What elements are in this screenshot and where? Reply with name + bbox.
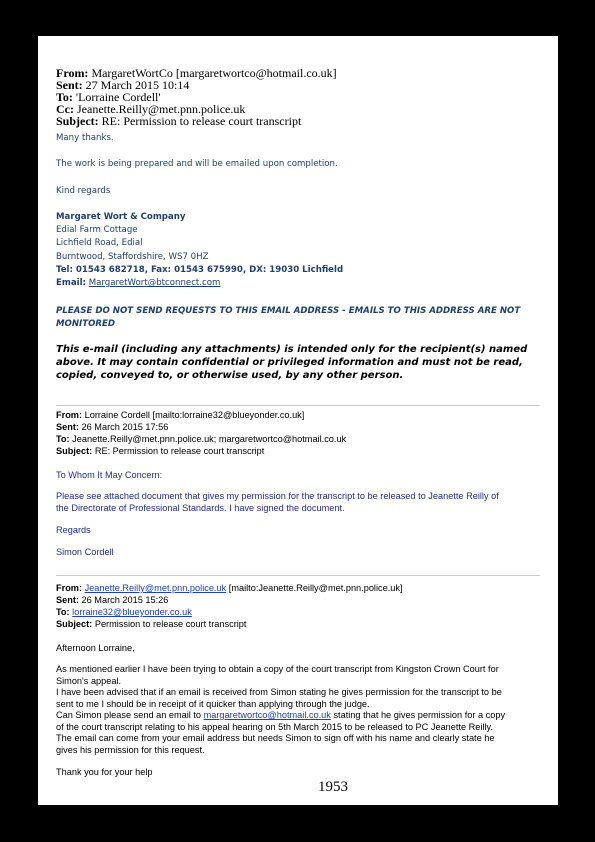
- email3-sent-label: Sent:: [56, 595, 79, 605]
- email2-to-label: To:: [56, 434, 70, 444]
- email2-subject-line: [56, 446, 264, 457]
- email3-p1-line1: As mentioned earlier I have been trying to obtain a copy of the court transcript from Kingston Crown Court for: [56, 664, 499, 674]
- separator-rule-2: [56, 575, 540, 576]
- disclaimer-line3: copied, conveyed to, or otherwise used, by any other person.: [56, 370, 404, 381]
- email1-body-line1: Many thanks.: [56, 133, 114, 143]
- signature-address2: Lichfield Road, Edial: [56, 238, 143, 248]
- email1-subject-value: RE: Permission to release court transcript: [101, 114, 302, 128]
- email3-to-link[interactable]: lorraine32@blueyonder.co.uk: [72, 607, 192, 617]
- email3-greeting: Afternoon Lorraine,: [56, 643, 135, 653]
- email3-subject-value: Permission to release court transcript: [94, 619, 247, 629]
- email3-from-label: From:: [56, 583, 83, 593]
- email3-subject-line: [56, 619, 246, 630]
- email2-closing: Regards: [56, 525, 91, 535]
- email2-sent-line: [56, 422, 168, 433]
- email1-to-value: 'Lorraine Cordell': [75, 90, 161, 104]
- email3-closing: Thank you for your help: [56, 767, 153, 777]
- email3-p3-line3: The email can come from your email address but needs Simon to sign off with his name and clearly state he: [56, 733, 495, 743]
- page-number: 1953: [318, 779, 348, 795]
- email1-cc-value: Jeanette.Reilly@met.pnn.police.uk: [77, 102, 246, 116]
- email1-sent-label: Sent:: [56, 78, 83, 92]
- email2-subject-label: Subject:: [56, 446, 93, 456]
- email1-subject-line: [56, 115, 301, 127]
- email3-from-link[interactable]: Jeanette.Reilly@met.pnn.police.uk: [84, 583, 227, 593]
- disclaimer-line2: above. It may contain confidential or privileged information and must not be read,: [56, 357, 523, 368]
- email2-subject-value: RE: Permission to release court transcript: [94, 446, 265, 456]
- email2-from-label: From:: [56, 410, 83, 420]
- email3-p3-pre: Can Simon please send an email to: [56, 710, 202, 720]
- email1-from-value: MargaretWortCo [margaretwortco@hotmail.co.uk]: [91, 66, 337, 80]
- email3-p2-line1: I have been advised that if an email is received from Simon stating he gives permission for the transcript to be: [56, 687, 502, 697]
- email2-from-line: [56, 410, 304, 421]
- email3-from-mailto: [mailto:Jeanette.Reilly@met.pnn.police.uk]: [228, 583, 403, 593]
- email3-p3-line4: gives his permission for this request.: [56, 745, 205, 755]
- email3-sent-value: 26 March 2015 15:26: [81, 595, 169, 605]
- signature-email-line: [56, 278, 220, 289]
- email3-from-line: [56, 583, 403, 594]
- email2-to-line: [56, 434, 346, 445]
- signature-email-link[interactable]: MargaretWort@btconnect.com: [88, 278, 221, 288]
- email3-p1-line2: Simon's appeal.: [56, 676, 122, 686]
- disclaimer-line1: This e-mail (including any attachments) is intended only for the recipient(s) named: [56, 344, 528, 355]
- email1-to-label: To:: [56, 90, 73, 104]
- email2-sent-label: Sent:: [56, 422, 79, 432]
- email2-from-value: Lorraine Cordell [mailto:lorraine32@blueyonder.co.uk]: [84, 410, 305, 420]
- signature-address3: Burntwood, Staffordshire, WS7 0HZ: [56, 252, 209, 262]
- signature-email-label: Email:: [56, 278, 86, 288]
- email3-subject-label: Subject:: [56, 619, 93, 629]
- email2-sent-value: 26 March 2015 17:56: [81, 422, 169, 432]
- separator-rule-1: [56, 405, 540, 406]
- email2-para-line1: Please see attached document that gives my permission for the transcript to be released to Jeanette Reilly of: [56, 491, 499, 501]
- signature-contact: Tel: 01543 682718, Fax: 01543 675990, DX: 19030 Lichfield: [56, 265, 344, 275]
- email3-sent-line: [56, 595, 168, 606]
- email2-to-value: Jeanette.Reilly@met.pnn.police.uk; margaretwortco@hotmail.co.uk: [72, 434, 347, 444]
- email1-cc-label: Cc:: [56, 102, 74, 116]
- warning-line1: PLEASE DO NOT SEND REQUESTS TO THIS EMAIL ADDRESS - EMAILS TO THIS ADDRESS ARE NOT: [56, 306, 521, 316]
- email3-p3-link[interactable]: margaretwortco@hotmail.co.uk: [203, 710, 331, 720]
- document-page: [38, 36, 558, 805]
- email3-p3-post: stating that he gives permission for a copy: [333, 710, 506, 720]
- email2-greeting: To Whom It May Concern:: [56, 470, 163, 480]
- signature-company: Margaret Wort & Company: [56, 212, 186, 222]
- email1-from-label: From:: [56, 66, 89, 80]
- signature-address1: Edial Farm Cottage: [56, 225, 138, 235]
- email1-subject-label: Subject:: [56, 114, 99, 128]
- email3-p3-line1: [56, 710, 505, 722]
- email3-to-line: [56, 607, 192, 618]
- email3-to-label: To:: [56, 607, 70, 617]
- email1-closing: Kind regards: [56, 186, 111, 196]
- email3-p2-line2: sent to me I should be in receipt of it quicker than applying through the judge.: [56, 699, 370, 709]
- email2-para-line2: the Directorate of Professional Standards. I have signed the document.: [56, 503, 345, 513]
- email1-sent-value: 27 March 2015 10:14: [85, 78, 190, 92]
- email3-p3-line2: of the court transcript relating to his appeal hearing on 5th March 2015 to be released to PC Jeanette Reilly.: [56, 722, 494, 732]
- warning-line2: MONITORED: [56, 319, 116, 329]
- email1-body-line2: The work is being prepared and will be emailed upon completion.: [56, 159, 338, 169]
- email2-signer: Simon Cordell: [56, 547, 114, 557]
